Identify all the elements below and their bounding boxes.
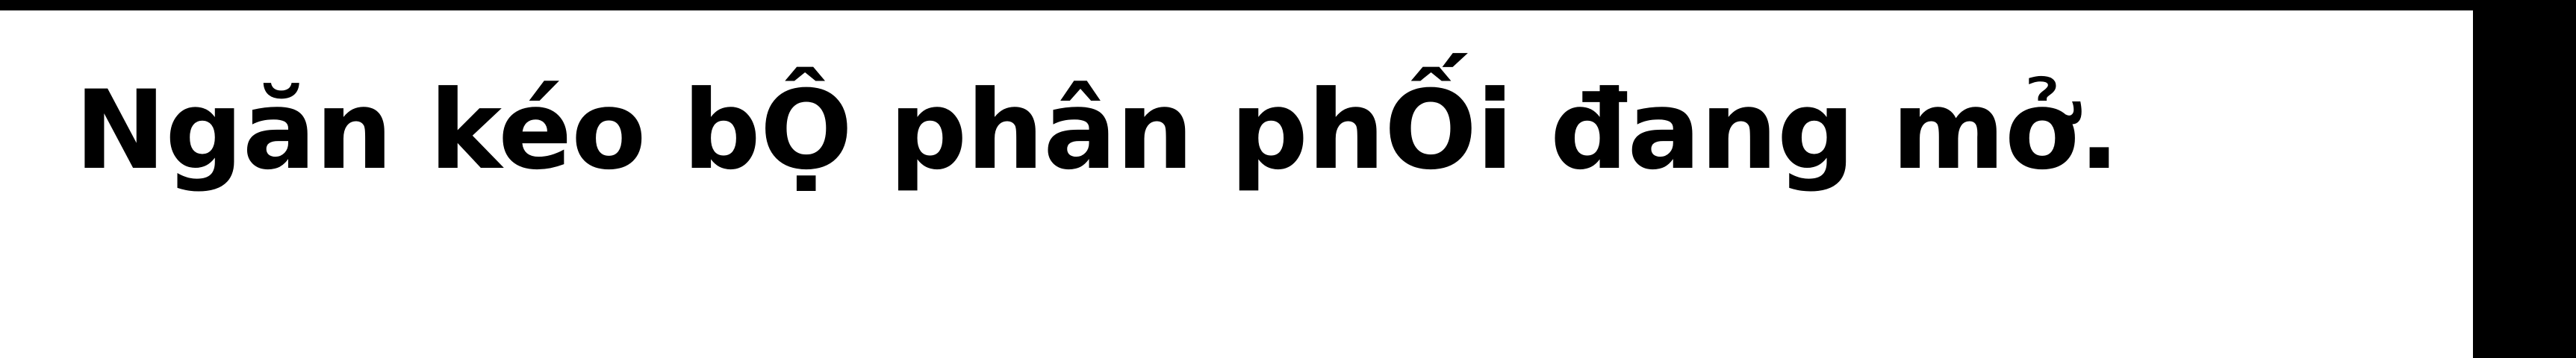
drawer-status-message: Ngăn kéo bỘ phân phỐi đang mở. [75,67,2120,194]
message-panel [0,10,2473,358]
